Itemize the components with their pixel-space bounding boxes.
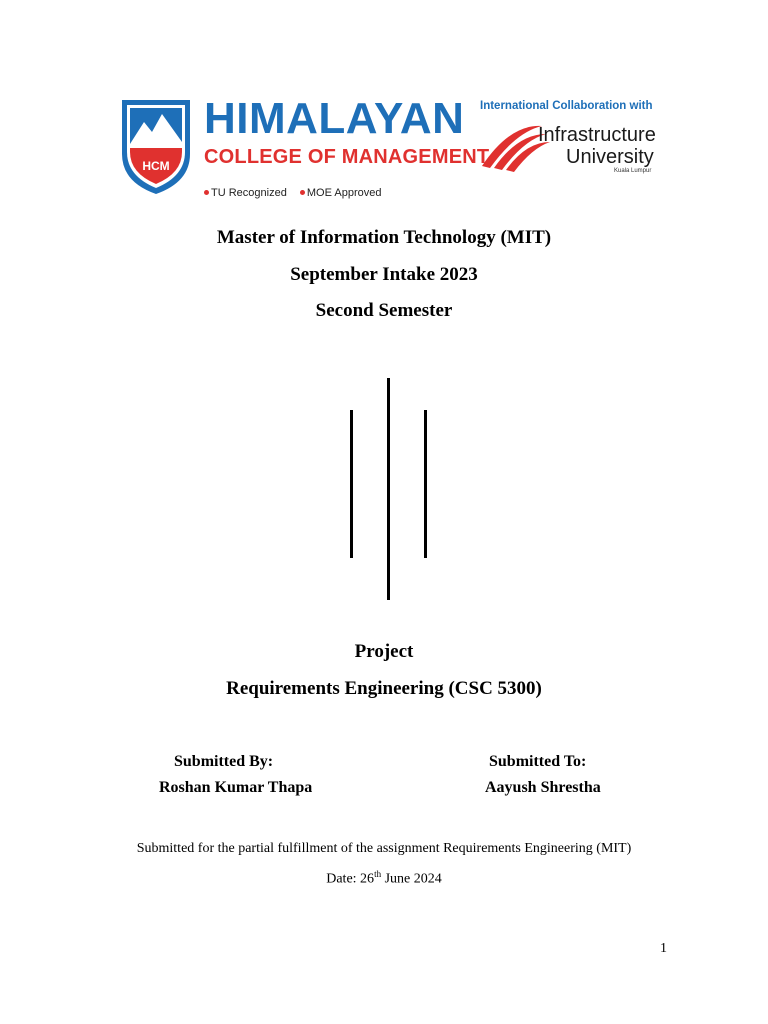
hcm-shield-icon [118,96,194,196]
partner-line-2: University [566,146,654,168]
college-name: HIMALAYAN [204,94,465,143]
submitted-by-name: Roshan Kumar Thapa [159,779,313,796]
submission-date: Date: 26th June 2024 [326,869,442,887]
bullet-icon [300,190,305,195]
program-title: Master of Information Technology (MIT) [216,227,552,248]
shield-label: HCM [142,159,170,173]
course-title: Requirements Engineering (CSC 5300) [226,678,542,699]
divider-bars [348,378,428,600]
badge-moe: MOE Approved [306,187,382,199]
bullet-icon [204,190,209,195]
accreditation-badges [204,186,381,200]
partner-name [538,124,656,168]
college-subtitle: COLLEGE OF MANAGEMENT [204,146,490,168]
intake-title: September Intake 2023 [290,264,478,285]
collaboration-text: International Collaboration with [480,100,653,112]
page-number: 1 [660,941,667,956]
partner-line-1: Infrastructure [538,124,656,146]
fulfillment-note: Submitted for the partial fulfillment of the assignment Requirements Engineering (MIT) [136,841,632,856]
semester-title: Second Semester [315,300,453,321]
college-logo [118,94,658,204]
project-label: Project [354,641,414,662]
submitted-to-name: Aayush Shrestha [485,779,601,796]
partner-city: Kuala Lumpur [614,168,652,174]
submitted-to-label: Submitted To: [489,753,587,770]
badge-tu: TU Recognized [211,187,287,199]
submitted-by-label: Submitted By: [174,753,274,770]
